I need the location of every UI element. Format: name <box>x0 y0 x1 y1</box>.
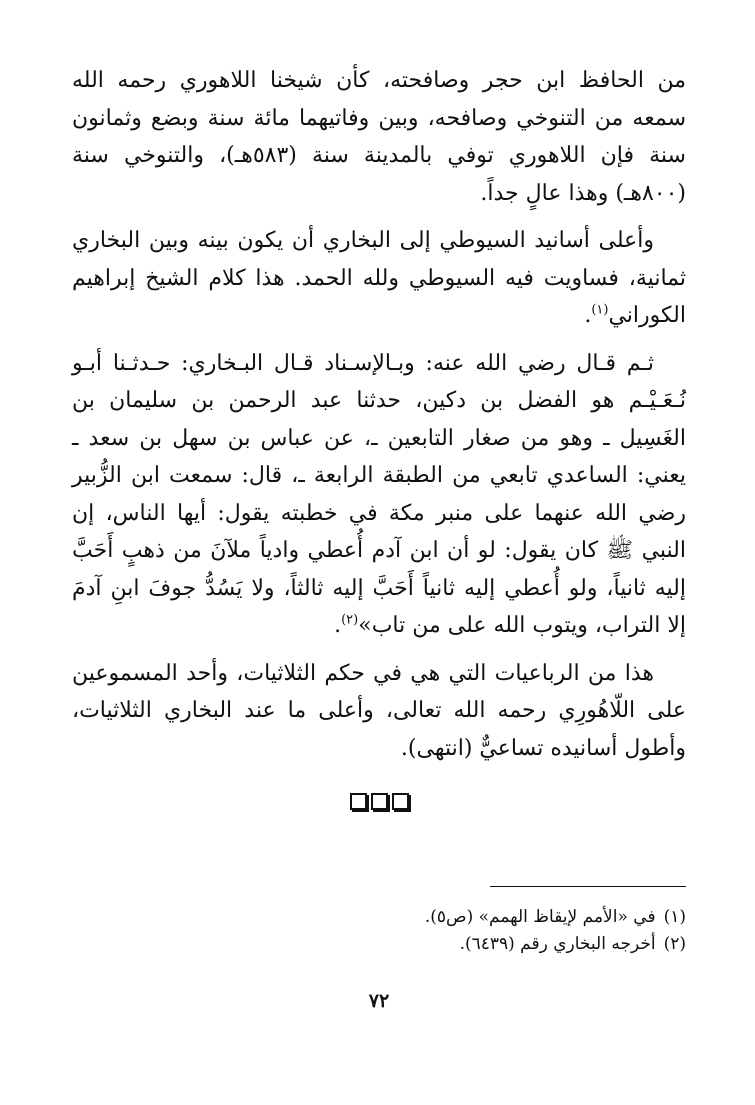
paragraph-2 <box>72 222 686 335</box>
footnote-1-text: في «الأمم لإيقاظ الهمم» (ص٥). <box>424 907 656 927</box>
footnote-2-text: أخرجه البخاري رقم (٦٤٣٩). <box>459 934 656 954</box>
footnote-ref-1[interactable]: (١) <box>591 302 609 318</box>
section-divider-ornament <box>72 793 686 810</box>
square-ornament-icon <box>350 793 367 810</box>
footnotes <box>72 904 686 958</box>
paragraph-4 <box>72 655 686 768</box>
square-ornament-icon <box>392 793 409 810</box>
paragraph-1-text: من الحافظ ابن حجر وصافحته، كأن شيخنا اللاهوري رحمه الله سمعه من التنوخي وصافحه، وبين وفاتيهما مائة سنة وبضع وثمانون سنة فإن اللاهوري توفي بالمدينة سنة (٥٨٣هـ)، والتنوخي سنة (٨٠٠هـ) وهذا عالٍ جداً. <box>72 68 686 206</box>
page-number: ٧٢ <box>368 990 390 1012</box>
paragraph-3-tail: . <box>334 613 342 638</box>
footnote-ref-2[interactable]: (٢) <box>341 612 359 628</box>
footnote-2-number: (٢) <box>663 934 686 954</box>
page-body <box>72 62 686 1062</box>
paragraph-1 <box>72 62 686 212</box>
paragraph-2-text: وأعلى أسانيد السيوطي إلى البخاري أن يكون بينه وبين البخاري ثمانية، فساويت فيه السيوطي ولله الحمد. هذا كلام الشيخ إبراهيم الكوراني <box>72 228 686 328</box>
footnote-2 <box>72 931 686 958</box>
square-ornament-icon <box>371 793 388 810</box>
paragraph-3-text: ثـم قـال رضي الله عنه: وبـالإسـناد قـال البـخاري: حـدثـنا أبـو نُـعَـيْـم هو الفضل بن دكين، حدثنا عبد الرحمن بن سليمان بن الغَسِيل ـ وهو من صغار التابعين ـ، عن عباس بن سهل بن سعد ـ يعني: الساعدي تابعي من الطبقة الرابعة ـ، قال: سمعت ابن الزُّبير رضي الله عنهما على منبر مكة في خطبته يقول: أيها الناس، إن النبي ﷺ كان يقول: لو أن ابن آدم أُعطي وادياً ملآنَ من ذهبٍ أَحَبَّ إليه ثانياً، ولو أُعطي إليه ثانياً أَحَبَّ إليه ثالثاً، ولا يَسُدُّ جوفَ ابنِ آدمَ إلا التراب، ويتوب الله على من تاب» <box>72 350 686 638</box>
footnote-divider <box>490 886 686 887</box>
paragraph-2-tail: . <box>584 303 592 328</box>
footnote-1 <box>72 904 686 931</box>
paragraph-4-text: هذا من الرباعيات التي هي في حكم الثلاثيات، وأحد المسموعين على اللّاهُورِي رحمه الله تعالى، وأعلى ما عند البخاري الثلاثيات، وأطول أسانيده تساعيٌّ (انتهى). <box>72 660 686 761</box>
footnote-1-number: (١) <box>663 907 686 927</box>
paragraph-3 <box>72 345 686 645</box>
